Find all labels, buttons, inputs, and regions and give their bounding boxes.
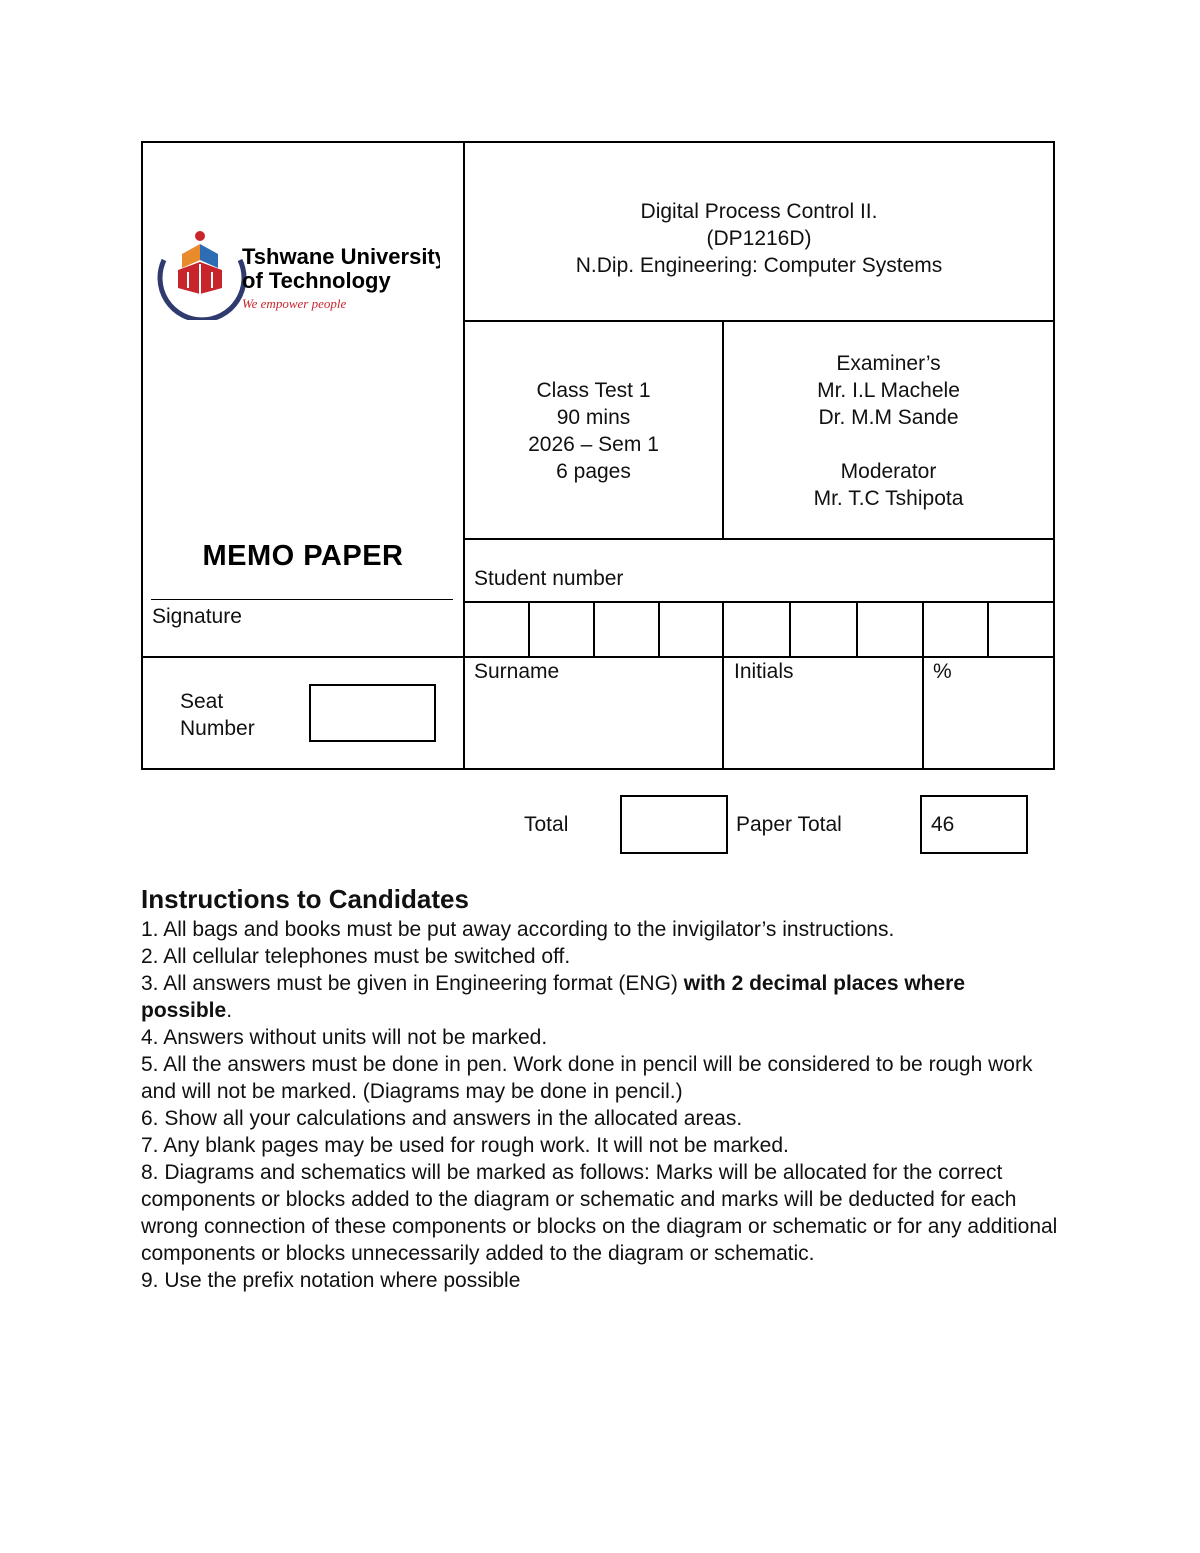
instruction-item: 2. All cellular telephones must be switched off.: [141, 945, 571, 968]
instruction-item: 9. Use the prefix notation where possible: [141, 1269, 521, 1292]
initials-label: Initials: [734, 660, 794, 683]
test-info: [465, 377, 722, 485]
logo-tagline: We empower people: [242, 296, 347, 311]
instructions-heading: Instructions to Candidates: [141, 884, 469, 914]
divider-info-row: [463, 538, 1055, 540]
seat-number-box[interactable]: [309, 684, 436, 742]
logo-name-line1: Tshwane University: [242, 244, 440, 269]
student-number-cell[interactable]: [858, 603, 922, 656]
instruction-emphasis: with 2 decimal places where possible: [141, 972, 966, 1022]
test-duration: 90 mins: [556, 406, 631, 429]
percent-label: %: [933, 660, 952, 683]
paper-total-box: [920, 795, 1028, 854]
paper-total-label: Paper Total: [736, 813, 842, 836]
instruction-item: [141, 970, 1061, 1024]
university-logo: [150, 224, 440, 320]
test-pages: 6 pages: [556, 460, 631, 483]
initials-field[interactable]: [724, 690, 920, 768]
student-number-cell[interactable]: [660, 603, 722, 656]
surname-field[interactable]: [465, 690, 720, 768]
instruction-item: 4. Answers without units will not be marked.: [141, 1026, 548, 1049]
course-qualification: N.Dip. Engineering: Computer Systems: [575, 254, 943, 277]
course-title: Digital Process Control II.: [640, 200, 878, 223]
memo-paper-title: MEMO PAPER: [202, 540, 404, 572]
seat-label-line2: Number: [180, 717, 255, 740]
divider-course-row: [463, 320, 1055, 322]
student-number-cell[interactable]: [595, 603, 658, 656]
student-number-cell[interactable]: [791, 603, 856, 656]
signature-line[interactable]: [151, 599, 453, 600]
student-number-cell[interactable]: [724, 603, 789, 656]
paper-total-value: 46: [931, 813, 955, 836]
divider-signature-row: [141, 656, 1055, 658]
instructions-section: [141, 882, 1061, 1294]
university-logo-graphic: [150, 224, 440, 320]
instruction-item: 7. Any blank pages may be used for rough work. It will not be marked.: [141, 1134, 789, 1157]
instruction-item: 5. All the answers must be done in pen. Work done in pencil will be considered to be rough work and will not be marked. (Diagrams may be done in pencil.): [141, 1053, 1033, 1103]
percent-field[interactable]: [924, 690, 1053, 768]
student-number-cell[interactable]: [465, 603, 528, 656]
logo-name-line2: of Technology: [242, 268, 391, 293]
test-name: Class Test 1: [536, 379, 651, 402]
examiner-name: Mr. I.L Machele: [817, 379, 960, 402]
total-label: Total: [524, 813, 569, 836]
moderator-heading: Moderator: [840, 460, 937, 483]
student-number-cell[interactable]: [924, 603, 987, 656]
examiners-info: [724, 350, 1053, 512]
examiners-heading: Examiner’s: [836, 352, 941, 375]
examiner-name: Dr. M.M Sande: [818, 406, 959, 429]
instruction-text-end: .: [226, 999, 233, 1022]
seat-label-line1: Seat: [180, 690, 224, 713]
instruction-item: 8. Diagrams and schematics will be marked as follows: Marks will be allocated for the correct components or blocks added to the diagram or schematic and marks will be deducted for each wrong connection of these components or blocks on the diagram or schematic or for any additional components or blocks unnecessarily added to the diagram or schematic.: [141, 1161, 1058, 1265]
total-box[interactable]: [620, 795, 728, 854]
student-number-cell[interactable]: [989, 603, 1053, 656]
student-number-cell[interactable]: [530, 603, 593, 656]
signature-label: Signature: [152, 605, 242, 628]
instruction-item: 6. Show all your calculations and answers in the allocated areas.: [141, 1107, 743, 1130]
test-semester: 2026 – Sem 1: [528, 433, 659, 456]
instruction-item: 1. All bags and books must be put away according to the invigilator’s instructions.: [141, 918, 895, 941]
course-code: (DP1216D): [706, 227, 812, 250]
surname-label: Surname: [474, 660, 560, 683]
seat-number-label: [180, 688, 255, 742]
instruction-text: 3. All answers must be given in Engineering format (ENG): [141, 972, 684, 995]
course-info: [465, 198, 1053, 279]
moderator-name: Mr. T.C Tshipota: [813, 487, 964, 510]
student-number-label: Student number: [474, 567, 624, 590]
